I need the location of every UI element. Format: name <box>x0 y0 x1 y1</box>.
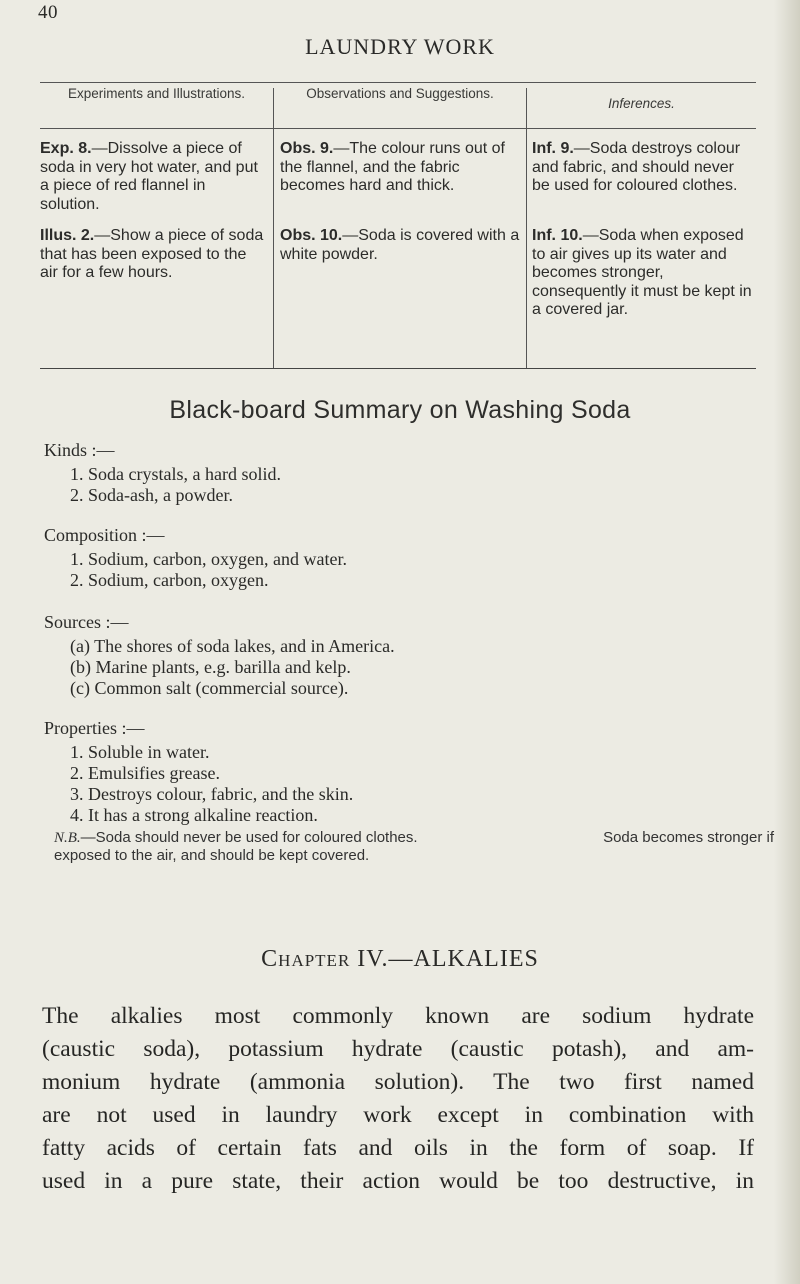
chapter-body <box>42 1000 754 1198</box>
column-header-experiments: Experiments and Illustrations. <box>67 86 246 101</box>
list-item: 2. Soda-ash, a powder. <box>70 485 233 505</box>
summary-kinds <box>44 440 764 506</box>
text-line: used in a pure state, their action would be too destructive, in <box>42 1168 754 1194</box>
page-number: 40 <box>38 2 58 23</box>
list-item: (c) Common salt (commercial source). <box>70 678 349 698</box>
table-cell: Inf. 10.—Soda when exposed to air gives up its water and becomes stronger, consequently it must be kept in a covered jar. <box>532 227 752 318</box>
list-item: 3. Destroys colour, fabric, and the skin. <box>70 784 354 804</box>
list-item: 1. Soda crystals, a hard solid. <box>70 464 281 484</box>
column-header-inferences: Inferences. <box>608 96 675 111</box>
table-cell: Obs. 9.—The colour runs out of the flannel, and the fabric becomes hard and thick. <box>280 140 505 194</box>
column-divider <box>273 88 274 368</box>
table-top-rule <box>40 82 756 83</box>
list-item: 1. Soluble in water. <box>70 742 210 762</box>
summary-title: Black-board Summary on Washing Soda <box>169 396 631 424</box>
section-heading: Kinds :— <box>44 440 115 460</box>
text-line: (caustic soda), potassium hydrate (caustic potash), and am- <box>42 1036 754 1062</box>
table-cell: Inf. 9.—Soda destroys colour and fabric, and should never be used for coloured clothes. <box>532 140 741 194</box>
nota-bene-line: exposed to the air, and should be kept covered. <box>54 847 370 864</box>
text-line: fatty acids of certain fats and oils in the form of soap. If <box>42 1135 754 1161</box>
column-divider <box>526 88 527 368</box>
table-bottom-rule <box>40 368 756 369</box>
table-cell: Illus. 2.—Show a piece of soda that has been exposed to the air for a few hours. <box>40 227 264 281</box>
table-cell: Exp. 8.—Dissolve a piece of soda in very hot water, and put a piece of red flannel in solution. <box>40 140 258 213</box>
list-item: (a) The shores of soda lakes, and in America. <box>70 636 395 656</box>
table-header-rule <box>40 128 756 129</box>
section-heading: Properties :— <box>44 718 145 738</box>
list-item: 4. It has a strong alkaline reaction. <box>70 805 318 825</box>
running-head: LAUNDRY WORK <box>305 34 495 59</box>
nota-bene <box>54 829 774 864</box>
nota-bene-line: N.B.—Soda should never be used for coloured clothes. <box>54 829 418 846</box>
section-heading: Sources :— <box>44 612 129 632</box>
text-line: The alkalies most commonly known are sodium hydrate <box>42 1003 754 1029</box>
chapter-heading: Chapter IV.—ALKALIES <box>261 946 539 972</box>
summary-properties <box>44 718 764 826</box>
list-item: 2. Sodium, carbon, oxygen. <box>70 570 269 590</box>
list-item: 2. Emulsifies grease. <box>70 763 220 783</box>
nota-bene-line-right: Soda becomes stronger if <box>603 829 774 846</box>
summary-composition <box>44 525 764 591</box>
summary-sources <box>44 612 764 699</box>
list-item: (b) Marine plants, e.g. barilla and kelp. <box>70 657 351 677</box>
column-header-observations: Observations and Suggestions. <box>306 86 494 101</box>
page-edge-shadow <box>774 0 800 1284</box>
experiment-table <box>40 82 756 372</box>
section-heading: Composition :— <box>44 525 165 545</box>
table-cell: Obs. 10.—Soda is covered with a white powder. <box>280 227 520 263</box>
text-line: monium hydrate (ammonia solution). The two first named <box>42 1069 754 1095</box>
text-line: are not used in laundry work except in combination with <box>42 1102 754 1128</box>
list-item: 1. Sodium, carbon, oxygen, and water. <box>70 549 347 569</box>
